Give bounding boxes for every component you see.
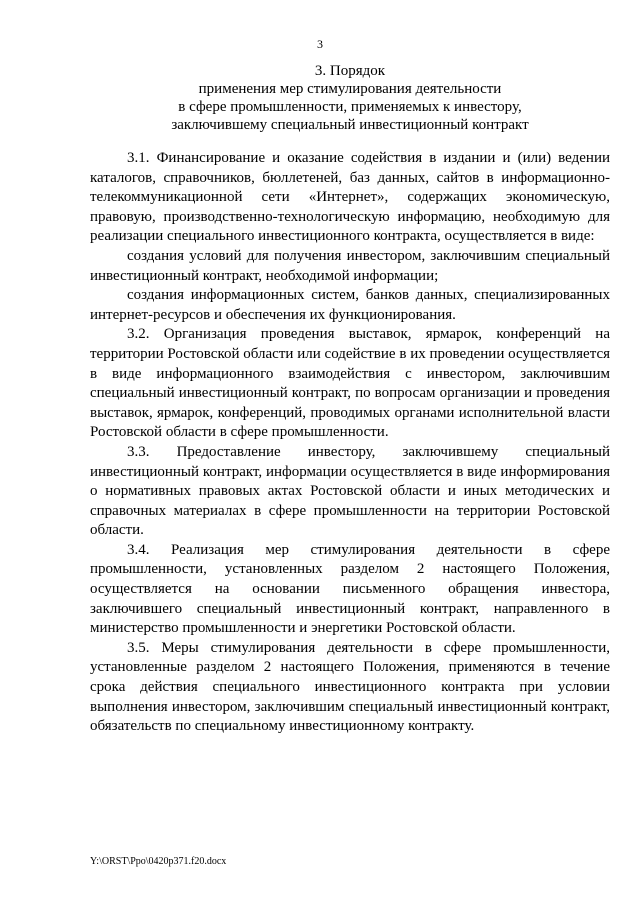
heading-title: 3. Порядок xyxy=(314,63,386,79)
paragraph-3-1: 3.1. Финансирование и оказание содействия в издании и (или) ведении каталогов, справочников, бюллетеней, баз данных, сайтов в информационно-телекоммуникационной сети «Интернет», содержащих экономическую, правовую, производственно-технологическую информацию, необходимую для реализации специального инвестиционного контракта, осуществляется в виде: xyxy=(90,150,610,245)
paragraph-3-5: 3.5. Меры стимулирования деятельности в сфере промышленности, установленные разделом 2 настоящего Положения, применяются в течение срока действия специального инвестиционного контракта при условии выполнения инвестором, заключившим специальный инвестиционный контракт, обязательств по специальному инвестиционному контракту. xyxy=(90,639,610,735)
heading-subtitle-line-1: применения мер стимулирования деятельности xyxy=(198,81,502,97)
paragraph-3-1-item-1: создания условий для получения инвестором, заключившим специальный инвестиционный контракт, необходимой информации; xyxy=(90,247,610,284)
page-number: 3 xyxy=(317,37,323,51)
heading-subtitle-line-2: в сфере промышленности, применяемых к инвестору, xyxy=(178,99,522,115)
section-heading xyxy=(90,62,610,134)
paragraph-3-3: 3.3. Предоставление инвестору, заключившему специальный инвестиционный контракт, информации осуществляется в виде информирования о нормативных правовых актах Ростовской области и иных методических и справочных материалах в сфере промышленности на территории Ростовской области. xyxy=(90,443,610,539)
paragraph-3-4: 3.4. Реализация мер стимулирования деятельности в сфере промышленности, установленных разделом 2 настоящего Положения, осуществляется на основании письменного обращения инвестора, заключившего специальный инвестиционный контракт, направленного в министерство промышленности и энергетики Ростовской области. xyxy=(90,541,610,637)
paragraph-3-2: 3.2. Организация проведения выставок, ярмарок, конференций на территории Ростовской области или содействие в их проведении осуществляется в виде информационного взаимодействия с инвестором, заключившим специальный инвестиционный контракт, по вопросам организации и проведения выставок, ярмарок, конференций, проводимых органами исполнительной власти Ростовской области в сфере промышленности. xyxy=(90,326,610,441)
document-body xyxy=(90,149,610,737)
file-path-footer: Y:\ORST\Ppo\0420p371.f20.docx xyxy=(90,856,227,867)
paragraph-3-1-item-2: создания информационных систем, банков данных, специализированных интернет-ресурсов и обеспечения их функционирования. xyxy=(90,287,610,323)
heading-subtitle-line-3: заключившему специальный инвестиционный контракт xyxy=(171,117,529,133)
